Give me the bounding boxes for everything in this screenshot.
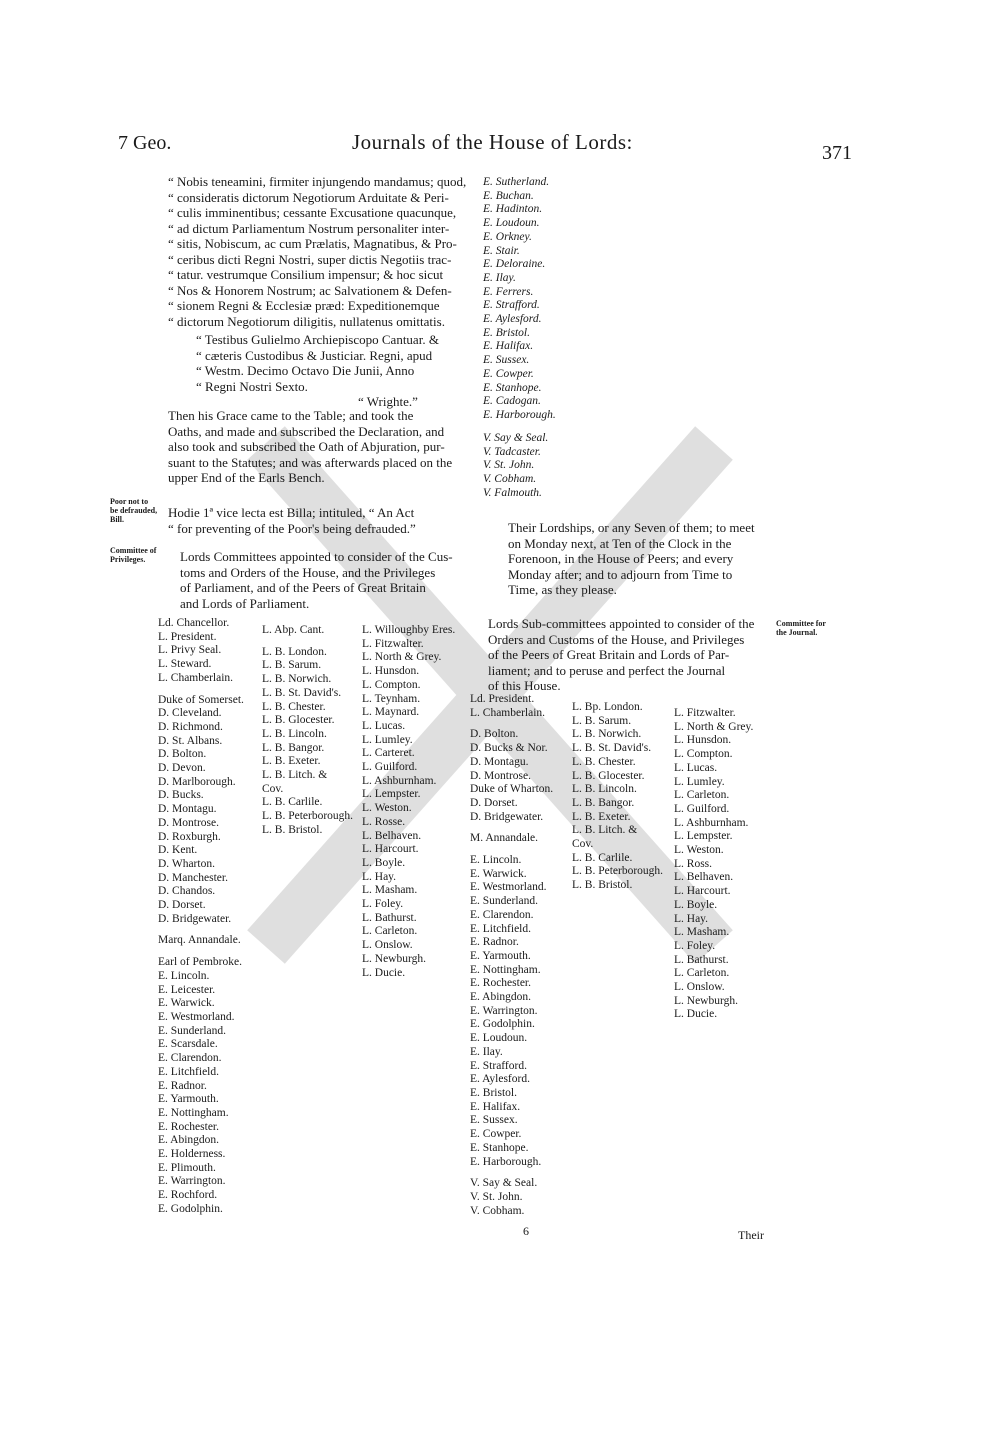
paragraph-line: “ for preventing of the Poor's being defrauded.” bbox=[168, 520, 416, 536]
peer-entry: L. Willoughby Eres. bbox=[362, 624, 456, 636]
peer-entry: L. Belhaven. bbox=[362, 829, 422, 842]
teste-line: “ cæteris Custodibus & Justiciar. Regni, apud bbox=[196, 347, 433, 363]
peer-entry: L. Guilford. bbox=[362, 761, 418, 774]
peer-entry: L. Boyle. bbox=[674, 898, 718, 911]
peer-entry: E. Stanhope. bbox=[483, 381, 542, 394]
peer-entry: E. Yarmouth. bbox=[158, 1093, 219, 1106]
subcommittee-paragraph bbox=[488, 616, 778, 694]
peer-entry: E. Abingdon. bbox=[158, 1134, 220, 1147]
peer-entry: L. Ashburnham. bbox=[674, 816, 749, 829]
peer-entry: L. Lempster. bbox=[674, 830, 733, 843]
peer-entry: E. Harborough. bbox=[483, 408, 556, 421]
signature-mark: 6 bbox=[523, 1224, 529, 1238]
peer-entry: E. Aylesford. bbox=[470, 1073, 530, 1086]
margin-note-line: Committee of bbox=[110, 546, 157, 555]
catchword: Their bbox=[738, 1228, 764, 1242]
peer-entry: L. Hunsdon. bbox=[674, 734, 732, 747]
peer-entry: L. Bathurst. bbox=[674, 953, 729, 966]
peer-entry: L. Compton. bbox=[674, 748, 733, 761]
peer-entry: L. President. bbox=[158, 630, 217, 643]
peer-entry: L. B. Carlile. bbox=[262, 796, 323, 809]
peer-entry: L. Carteret. bbox=[362, 747, 415, 760]
peer-entry: L. North & Grey. bbox=[362, 651, 442, 664]
peer-entry: Duke of Wharton. bbox=[470, 783, 554, 796]
peer-entry: Cov. bbox=[572, 838, 594, 851]
peer-entry: L. B. Peterborough. bbox=[262, 810, 354, 823]
peer-entry: E. Bristol. bbox=[470, 1086, 517, 1099]
peer-entry: Marq. Annandale. bbox=[158, 934, 241, 947]
peer-entry: L. B. Sarum. bbox=[572, 714, 632, 727]
margin-note-line: Committee for bbox=[776, 619, 826, 628]
committee-list-col-1 bbox=[158, 617, 244, 1217]
paragraph-line: suant to the Statutes; and was afterwards placed on the bbox=[168, 454, 453, 470]
peer-entry: L. Maynard. bbox=[362, 706, 420, 719]
peer-entry: L. B. Carlile. bbox=[572, 851, 633, 864]
peer-entry: D. Bridgewater. bbox=[470, 810, 544, 823]
peer-entry: L. B. Bangor. bbox=[262, 741, 325, 754]
margin-note-line: Bill. bbox=[110, 515, 125, 524]
peer-entry: E. Loudoun. bbox=[470, 1032, 528, 1045]
peer-entry: L. Privy Seal. bbox=[158, 644, 222, 657]
peer-entry: D. Roxburgh. bbox=[158, 830, 221, 843]
peer-entry: L. Lempster. bbox=[362, 788, 421, 801]
peer-entry: V. Say & Seal. bbox=[483, 432, 549, 444]
peer-entry: D. Dorset. bbox=[158, 899, 206, 912]
peer-entry: L. Onslow. bbox=[362, 939, 413, 952]
peer-entry: L. Abp. Cant. bbox=[262, 624, 325, 636]
peer-entry: L. Carleton. bbox=[674, 967, 730, 980]
peer-entry: L. B. Chester. bbox=[262, 700, 326, 713]
peer-entry: V. Falmouth. bbox=[483, 486, 542, 499]
peer-entry: E. Sussex. bbox=[483, 354, 530, 367]
viscounts-list-top bbox=[483, 432, 548, 501]
peer-entry: V. Say & Seal. bbox=[470, 1177, 538, 1190]
peer-entry: D. Montagu. bbox=[470, 755, 529, 768]
peer-entry: D. Wharton. bbox=[158, 857, 215, 870]
paragraph-line: Time, as they please. bbox=[508, 582, 617, 597]
writ-line: “ dictorum Negotiorum diligitis, nullatenus omittatis. bbox=[168, 313, 445, 329]
peer-entry: E. Sunderland. bbox=[470, 895, 539, 908]
peer-entry: D. Manchester. bbox=[158, 871, 228, 884]
peer-entry: E. Bristol. bbox=[483, 326, 530, 339]
running-title: Journals of the House of Lords: bbox=[352, 130, 633, 154]
peer-entry: E. Cadogan. bbox=[483, 395, 541, 408]
writ-line: “ culis imminentibus; cessante Excusatione quacunque, bbox=[168, 205, 457, 220]
paragraph-line: liament; and to peruse and perfect the Journal bbox=[488, 662, 726, 678]
paragraph-line: Orders and Customs of the House, and Privileges bbox=[488, 631, 745, 647]
peer-entry: L. B. Glocester. bbox=[572, 769, 645, 782]
committee-list-col-3 bbox=[362, 624, 455, 980]
paragraph-line: of this House. bbox=[488, 678, 561, 693]
peer-entry bbox=[470, 720, 553, 728]
peer-entry: L. Boyle. bbox=[362, 856, 406, 869]
peer-entry bbox=[470, 846, 553, 854]
peer-entry: Ld. President. bbox=[470, 693, 535, 705]
peer-entry: E. Nottingham. bbox=[158, 1106, 229, 1119]
paragraph-line: on Monday next, at Ten of the Clock in the bbox=[508, 535, 732, 551]
peer-entry: D. St. Albans. bbox=[158, 734, 223, 747]
committee-paragraph bbox=[180, 549, 480, 611]
peer-entry: L. B. Lincoln. bbox=[262, 727, 327, 740]
peer-entry: L. B. Norwich. bbox=[572, 728, 642, 741]
margin-note-line: be defrauded, bbox=[110, 506, 158, 515]
oath-paragraph bbox=[168, 408, 478, 486]
peer-entry: L. B. St. David's. bbox=[572, 742, 652, 755]
peer-entry: L. B. Litch. & bbox=[572, 824, 638, 837]
page-number: 371 bbox=[822, 142, 852, 164]
peer-entry: L. Masham. bbox=[362, 884, 418, 897]
paragraph-line: Lords Committees appointed to consider of the Cus- bbox=[180, 549, 453, 564]
peer-entry: E. Scarsdale. bbox=[158, 1038, 218, 1051]
peer-entry: E. Sutherland. bbox=[483, 176, 550, 188]
peer-entry: E. Warrington. bbox=[470, 1004, 538, 1017]
peer-entry: E. Rochester. bbox=[158, 1120, 219, 1133]
peer-entry: E. Loudoun. bbox=[483, 217, 540, 230]
peer-entry: E. Harborough. bbox=[470, 1155, 542, 1168]
peer-entry: E. Warwick. bbox=[158, 997, 215, 1010]
peer-entry: E. Sussex. bbox=[470, 1114, 518, 1127]
peer-entry: L. B. Bristol. bbox=[262, 823, 323, 836]
peer-entry: L. Onslow. bbox=[674, 981, 725, 994]
peer-entry: L. B. Chester. bbox=[572, 755, 636, 768]
margin-note-privileges bbox=[110, 546, 156, 564]
writ-line: “ Nos & Honorem Nostrum; ac Salvationem & Defen- bbox=[168, 282, 452, 298]
peer-entry: L. Hay. bbox=[674, 912, 709, 925]
margin-note-line: Privileges. bbox=[110, 555, 146, 564]
peer-entry: E. Litchfield. bbox=[158, 1065, 219, 1078]
peer-entry: E. Godolphin. bbox=[470, 1018, 535, 1031]
peer-entry: E. Lincoln. bbox=[470, 854, 522, 867]
peer-entry: L. B. Peterborough. bbox=[572, 865, 664, 878]
paragraph-line: upper End of the Earls Bench. bbox=[168, 470, 325, 485]
peer-entry: D. Marlborough. bbox=[158, 775, 236, 788]
peer-entry: L. Foley. bbox=[674, 939, 716, 952]
peer-entry: L. Ross. bbox=[674, 857, 713, 870]
peer-entry: D. Montrose. bbox=[470, 769, 532, 782]
paragraph-line: Lords Sub-committees appointed to consider of the bbox=[488, 616, 755, 631]
peer-entry: L. Steward. bbox=[158, 658, 212, 671]
peer-entry: E. Leicester. bbox=[158, 983, 216, 996]
peer-entry: E. Strafford. bbox=[470, 1059, 527, 1072]
peer-entry: L. Foley. bbox=[362, 898, 404, 911]
peer-entry: E. Halifax. bbox=[470, 1100, 521, 1113]
peer-entry: L. B. St. David's. bbox=[262, 686, 342, 699]
committee-list-col-2 bbox=[262, 624, 353, 838]
paragraph-line: Forenoon, in the House of Peers; and every bbox=[508, 551, 734, 566]
paragraph-line: Oaths, and made and subscribed the Declaration, and bbox=[168, 423, 445, 439]
writ-line: “ ceribus dicti Regni Nostri, super dictis Negotiis trac- bbox=[168, 251, 452, 267]
peer-entry: V. Cobham. bbox=[470, 1204, 525, 1217]
peer-entry: L. B. Bangor. bbox=[572, 796, 635, 809]
margin-note-poor-bill bbox=[110, 497, 157, 524]
writ-line: “ consideratis dictorum Negotiorum Arduitate & Peri- bbox=[168, 189, 449, 205]
margin-note-journal bbox=[776, 619, 826, 637]
writ-line: “ tatur. vestrumque Consilium impensur; & hoc sicut bbox=[168, 267, 444, 282]
peer-entry: D. Bolton. bbox=[470, 728, 519, 741]
peer-entry: L. Hunsdon. bbox=[362, 665, 420, 678]
peer-entry: L. Rosse. bbox=[362, 815, 406, 828]
peer-entry: D. Bolton. bbox=[158, 748, 207, 761]
peer-entry: L. Lucas. bbox=[674, 761, 718, 774]
peer-entry: M. Annandale. bbox=[470, 832, 539, 845]
peer-entry: D. Montrose. bbox=[158, 816, 220, 829]
peer-entry: Cov. bbox=[262, 782, 284, 795]
writ-line: “ sionem Regni & Ecclesiæ præd: Expeditionemque bbox=[168, 298, 440, 313]
peer-entry: E. Rochester. bbox=[470, 977, 531, 990]
peer-entry: Earl of Pembroke. bbox=[158, 956, 242, 969]
peer-entry: E. Radnor. bbox=[470, 936, 519, 949]
peer-entry: E. Aylesford. bbox=[483, 313, 542, 326]
peer-entry: L. B. Lincoln. bbox=[572, 783, 637, 796]
margin-note-line: the Journal. bbox=[776, 628, 818, 637]
earls-list-top bbox=[483, 176, 556, 423]
peer-entry: D. Cleveland. bbox=[158, 707, 222, 720]
peer-entry: L. Newburgh. bbox=[362, 952, 426, 965]
peer-entry: L. B. London. bbox=[262, 645, 327, 658]
peer-entry: L. Lumley. bbox=[674, 775, 725, 788]
peer-entry: E. Strafford. bbox=[483, 299, 540, 312]
subcommittee-list-col-3 bbox=[674, 707, 753, 1022]
peer-entry: L. Masham. bbox=[674, 926, 730, 939]
peer-entry: L. Ashburnham. bbox=[362, 774, 437, 787]
peer-entry: L. Chamberlain. bbox=[158, 671, 234, 684]
writ-signature: “ Wrighte.” bbox=[358, 394, 418, 409]
teste-line: “ Testibus Gulielmo Archiepiscopo Cantuar. & bbox=[196, 332, 439, 347]
peer-entry: L. Harcourt. bbox=[362, 843, 419, 856]
peer-entry: L. Bp. London. bbox=[572, 701, 643, 713]
peer-entry: L. Lumley. bbox=[362, 733, 413, 746]
peer-entry: D. Richmond. bbox=[158, 720, 223, 733]
peer-entry: Ld. Chancellor. bbox=[158, 617, 230, 629]
peer-entry: E. Abingdon. bbox=[470, 991, 532, 1004]
peer-entry: L. Newburgh. bbox=[674, 994, 738, 1007]
peer-entry: E. Warrington. bbox=[158, 1175, 226, 1188]
peer-entry: E. Deloraine. bbox=[483, 258, 546, 271]
paragraph-line: and Lords of Parliament. bbox=[180, 595, 310, 611]
peer-entry: E. Lincoln. bbox=[158, 969, 210, 982]
peer-entry bbox=[470, 1169, 553, 1177]
margin-note-line: Poor not to bbox=[110, 497, 149, 506]
peer-entry: L. Ducie. bbox=[674, 1008, 718, 1021]
peer-entry: E. Rochford. bbox=[158, 1189, 218, 1202]
peer-entry: E. Radnor. bbox=[158, 1079, 207, 1092]
peer-entry: E. Sunderland. bbox=[158, 1024, 227, 1037]
peer-entry: L. Ducie. bbox=[362, 966, 406, 979]
peer-entry: L. Lucas. bbox=[362, 719, 406, 732]
peer-entry: E. Ferrers. bbox=[483, 285, 534, 298]
peer-entry: E. Cowper. bbox=[470, 1128, 522, 1141]
bill-reading-paragraph bbox=[168, 505, 478, 536]
peer-entry: L. Teynham. bbox=[362, 692, 421, 705]
peer-entry: V. Cobham. bbox=[483, 473, 537, 486]
peer-entry: D. Kent. bbox=[158, 844, 198, 857]
peer-entry bbox=[262, 638, 353, 646]
peer-entry: E. Yarmouth. bbox=[470, 949, 531, 962]
peer-entry: V. Tadcaster. bbox=[483, 445, 541, 458]
peer-entry: L. B. Exeter. bbox=[572, 810, 631, 823]
peer-entry: L. North & Grey. bbox=[674, 720, 754, 733]
writ-line: “ Nobis teneamini, firmiter injungendo mandamus; quod, bbox=[168, 174, 467, 189]
paragraph-line: Then his Grace came to the Table; and took the bbox=[168, 408, 414, 423]
peer-entry: L. Carleton. bbox=[362, 925, 418, 938]
subcommittee-list-col-1 bbox=[470, 693, 553, 1218]
peer-entry bbox=[158, 948, 244, 956]
peer-entry: E. Stanhope. bbox=[470, 1141, 529, 1154]
paragraph-line: Monday after; and to adjourn from Time to bbox=[508, 566, 733, 582]
peer-entry: E. Clarendon. bbox=[470, 908, 534, 921]
peer-entry: L. Chamberlain. bbox=[470, 706, 546, 719]
peer-entry: L. Weston. bbox=[674, 844, 724, 857]
peer-entry bbox=[158, 686, 244, 694]
writ-line: “ ad dictum Parliamentum Nostrum personaliter inter- bbox=[168, 220, 450, 236]
writ-text bbox=[168, 174, 478, 329]
peer-entry: L. Hay. bbox=[362, 870, 397, 883]
peer-entry: L. B. Norwich. bbox=[262, 673, 332, 686]
peer-entry: E. Holderness. bbox=[158, 1148, 226, 1161]
peer-entry: E. Westmorland. bbox=[470, 881, 547, 894]
peer-entry: D. Bucks & Nor. bbox=[470, 742, 548, 755]
peer-entry: E. Warwick. bbox=[470, 867, 527, 880]
peer-entry: L. Bathurst. bbox=[362, 911, 417, 924]
peer-entry: L. B. Glocester. bbox=[262, 714, 335, 727]
paragraph-line: of the Peers of Great Britain and Lords of Par- bbox=[488, 647, 730, 662]
paragraph-line: Their Lordships, or any Seven of them; to meet bbox=[508, 520, 755, 535]
peer-entry: V. St. John. bbox=[483, 459, 535, 472]
peer-entry: L. Compton. bbox=[362, 678, 421, 691]
peer-entry: E. Nottingham. bbox=[470, 963, 541, 976]
peer-entry: E. Halifax. bbox=[483, 340, 534, 353]
peer-entry: L. Guilford. bbox=[674, 802, 730, 815]
meeting-paragraph bbox=[508, 520, 778, 598]
paragraph-line: Hodie 1ª vice lecta est Billa; intituled, “ An Act bbox=[168, 505, 415, 520]
peer-entry: E. Cowper. bbox=[483, 367, 534, 380]
peer-entry: L. Belhaven. bbox=[674, 871, 734, 884]
peer-entry: E. Buchan. bbox=[483, 189, 534, 202]
peer-entry: D. Chandos. bbox=[158, 885, 216, 898]
peer-entry: L. Harcourt. bbox=[674, 885, 731, 898]
peer-entry: D. Dorset. bbox=[470, 796, 518, 809]
peer-entry: D. Bucks. bbox=[158, 789, 204, 802]
peer-entry: E. Litchfield. bbox=[470, 922, 531, 935]
paragraph-line: of Parliament, and of the Peers of Great Britain bbox=[180, 580, 426, 595]
peer-entry: E. Clarendon. bbox=[158, 1052, 222, 1065]
peer-entry: E. Orkney. bbox=[483, 230, 532, 243]
subcommittee-list-col-2 bbox=[572, 701, 663, 893]
peer-entry: E. Stair. bbox=[483, 244, 520, 257]
peer-entry: E. Plimouth. bbox=[158, 1161, 216, 1174]
peer-entry: D. Bridgewater. bbox=[158, 912, 232, 925]
teste-line: “ Regni Nostri Sexto. bbox=[196, 378, 308, 394]
peer-entry: E. Westmorland. bbox=[158, 1010, 235, 1023]
peer-entry: L. Fitzwalter. bbox=[674, 707, 736, 719]
writ-line: “ sitis, Nobiscum, ac cum Prælatis, Magnatibus, & Pro- bbox=[168, 236, 457, 251]
paragraph-line: toms and Orders of the House, and the Privileges bbox=[180, 564, 436, 580]
peer-entry: E. Hadinton. bbox=[483, 203, 543, 216]
peer-entry: V. St. John. bbox=[470, 1190, 523, 1203]
peer-entry: L. Weston. bbox=[362, 802, 412, 815]
peer-entry: L. B. Exeter. bbox=[262, 755, 321, 768]
teste-line: “ Westm. Decimo Octavo Die Junii, Anno bbox=[196, 363, 415, 378]
peer-entry bbox=[158, 926, 244, 934]
paragraph-line: also took and subscribed the Oath of Abjuration, pur- bbox=[168, 439, 445, 454]
writ-teste bbox=[196, 332, 478, 394]
peer-entry: L. B. Sarum. bbox=[262, 659, 322, 672]
peer-entry: L. B. Bristol. bbox=[572, 879, 633, 892]
peer-entry: D. Montagu. bbox=[158, 803, 217, 816]
peer-entry bbox=[470, 824, 553, 832]
peer-entry: E. Ilay. bbox=[483, 271, 516, 284]
peer-entry: L. B. Litch. & bbox=[262, 769, 328, 782]
regnal-year: 7 Geo. bbox=[118, 132, 172, 154]
peer-entry: E. Ilay. bbox=[470, 1045, 503, 1058]
peer-entry: L. Carleton. bbox=[674, 789, 730, 802]
peer-entry: E. Godolphin. bbox=[158, 1202, 223, 1215]
peer-entry: D. Devon. bbox=[158, 762, 206, 775]
peer-entry: Duke of Somerset. bbox=[158, 693, 244, 706]
peer-entry: L. Fitzwalter. bbox=[362, 637, 424, 650]
